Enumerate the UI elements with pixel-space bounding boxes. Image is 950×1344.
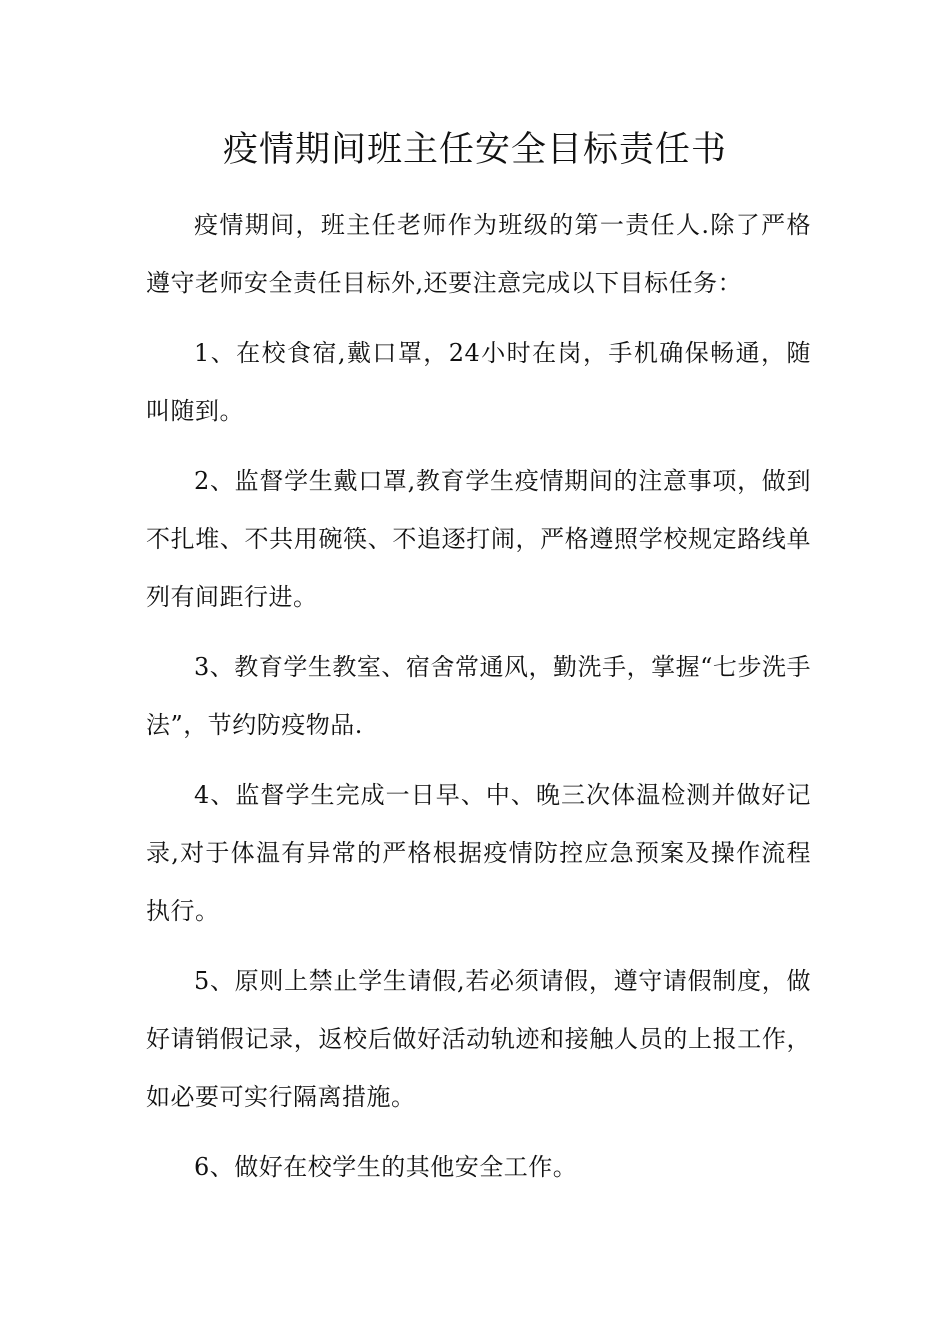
intro-paragraph: 疫情期间，班主任老师作为班级的第一责任人.除了严格遵守老师安全责任目标外,还要注意完成以下目标任务： <box>146 211 811 297</box>
document-title: 疫情期间班主任安全目标责任书 <box>222 130 727 170</box>
item-1-paragraph: 1、在校食宿,戴口罩，24小时在岗，手机确保畅通，随叫随到。 <box>146 339 811 425</box>
document-body <box>146 196 811 1196</box>
item-3-paragraph: 3、教育学生教室、宿舍常通风，勤洗手，掌握“七步洗手法”，节约防疫物品. <box>146 653 811 739</box>
item-5-paragraph: 5、原则上禁止学生请假,若必须请假，遵守请假制度，做好请销假记录，返校后做好活动轨迹和接触人员的上报工作，如必要可实行隔离措施。 <box>146 967 811 1111</box>
item-6-paragraph: 6、做好在校学生的其他安全工作。 <box>194 1153 578 1181</box>
item-4-paragraph: 4、监督学生完成一日早、中、晚三次体温检测并做好记录,对于体温有异常的严格根据疫情防控应急预案及操作流程执行。 <box>146 781 811 925</box>
item-2-paragraph: 2、监督学生戴口罩,教育学生疫情期间的注意事项，做到不扎堆、不共用碗筷、不追逐打闹，严格遵照学校规定路线单列有间距行进。 <box>146 467 811 611</box>
